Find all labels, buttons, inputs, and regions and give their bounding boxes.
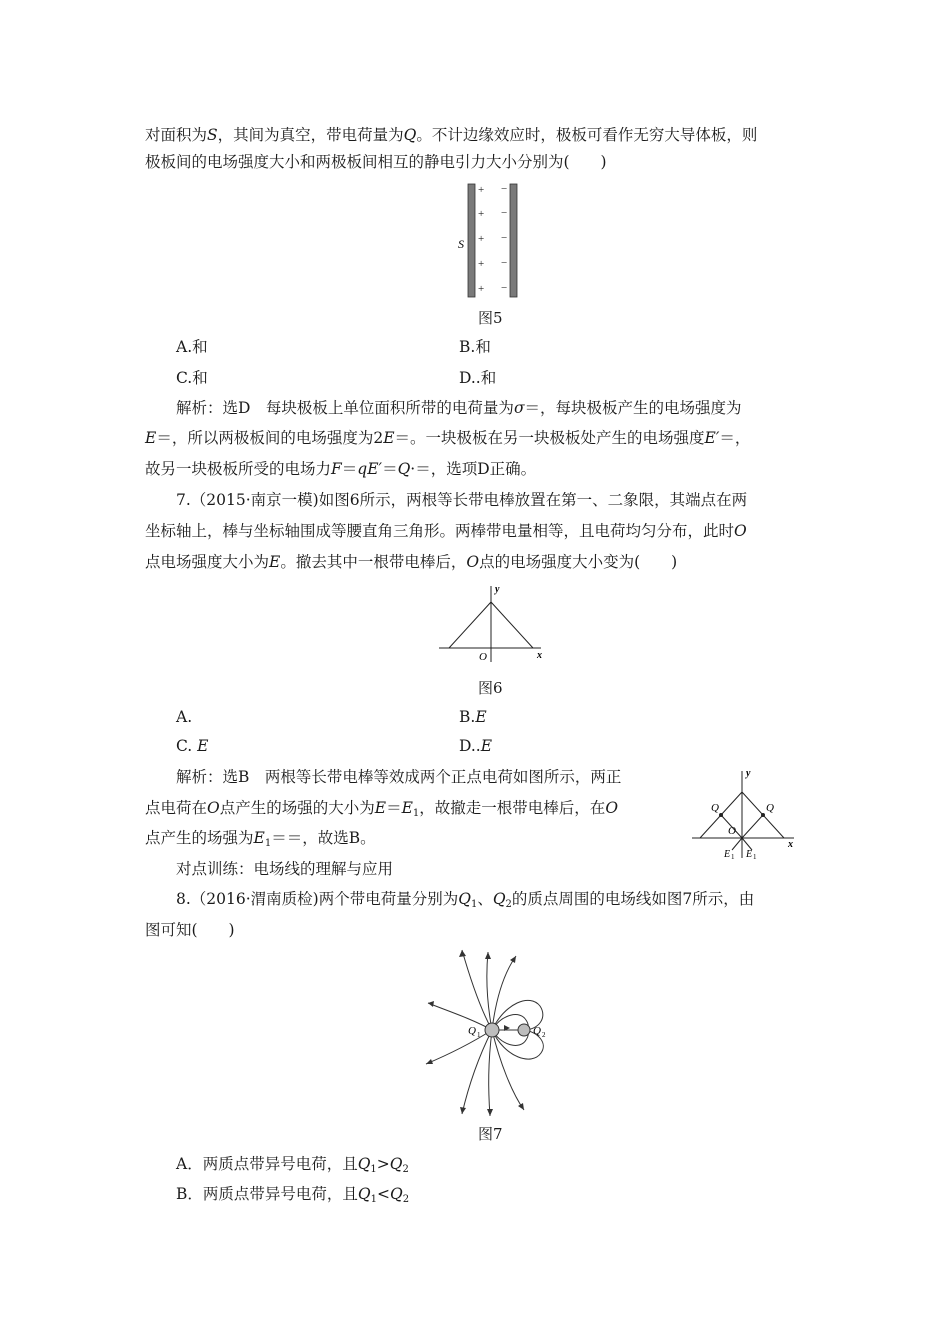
var-Q: Q bbox=[397, 460, 411, 478]
figure-6-rods bbox=[437, 582, 547, 667]
q7-option-a: A. bbox=[176, 708, 193, 726]
text: 点电场强度大小为 bbox=[145, 553, 270, 571]
q8-stem-line-1 bbox=[176, 889, 754, 915]
text: 点产生的场强为 bbox=[145, 829, 254, 847]
var-E: E bbox=[475, 708, 487, 726]
var-Q: Q bbox=[403, 126, 417, 144]
var-F: F bbox=[331, 460, 342, 478]
var-E: E bbox=[480, 737, 493, 755]
minus-signs bbox=[501, 183, 507, 294]
label-x: x bbox=[537, 650, 542, 661]
field-line-right bbox=[742, 815, 763, 838]
label-E1-left: E bbox=[724, 849, 731, 860]
var-O: O bbox=[605, 799, 619, 817]
minus-sign: − bbox=[501, 282, 508, 294]
label-E1-right: E bbox=[746, 849, 753, 860]
minus-sign: − bbox=[501, 257, 508, 269]
subscript: 1 bbox=[470, 899, 478, 910]
var-E: E bbox=[197, 737, 209, 755]
figure-6-caption: 图6 bbox=[478, 679, 503, 697]
text: B．两质点带异号电荷，且 bbox=[176, 1185, 358, 1203]
right-plate bbox=[510, 184, 517, 297]
arrowhead bbox=[459, 950, 466, 957]
subscript: 2 bbox=[402, 1164, 409, 1175]
var-Q: Q bbox=[492, 890, 506, 908]
plus-sign: + bbox=[478, 208, 485, 220]
text: ＝，每块极板产生的电场强度为 bbox=[524, 399, 742, 417]
q8-option-b bbox=[176, 1184, 409, 1210]
text: > bbox=[376, 1155, 390, 1173]
q7-option-d bbox=[459, 736, 492, 756]
field-vector-1 bbox=[732, 838, 742, 850]
var-Q: Q bbox=[389, 1155, 403, 1173]
label-Q1: Q bbox=[468, 1025, 476, 1037]
text: 。不计边缘效应时，极板可看作无穷大导体板，则 bbox=[416, 126, 758, 144]
text: 点产生的场强的大小为 bbox=[219, 799, 375, 817]
q6-option-b: B.和 bbox=[459, 338, 491, 356]
var-E: E bbox=[269, 553, 281, 571]
arrowhead bbox=[518, 1103, 524, 1110]
text: D.. bbox=[459, 737, 481, 755]
text: 的质点周围的电场线如图7所示，由 bbox=[511, 890, 755, 908]
subscript: 2 bbox=[402, 1194, 410, 1205]
q6-stem-line-2: 极板间的电场强度大小和两极板间相互的静电引力大小分别为( ) bbox=[145, 153, 607, 171]
q6-option-d: D..和 bbox=[459, 369, 497, 387]
figure-7-caption: 图7 bbox=[478, 1125, 503, 1143]
text: 坐标轴上，棒与坐标轴围成等腰直角三角形。两棒带电量相等，且电荷均匀分布，此时 bbox=[145, 522, 735, 540]
subscript: 1 bbox=[370, 1194, 377, 1205]
text: A．两质点带异号电荷，且 bbox=[176, 1155, 358, 1173]
var-E: E bbox=[383, 429, 395, 447]
plus-signs bbox=[478, 184, 484, 295]
var-O: O bbox=[207, 799, 220, 817]
text: ＝， bbox=[719, 429, 751, 447]
var-sigma: σ bbox=[513, 399, 525, 417]
text: ，其间为真空，带电荷量为 bbox=[217, 126, 404, 144]
field-line bbox=[426, 1030, 492, 1064]
q7-option-b bbox=[459, 707, 487, 727]
q7-option-c bbox=[176, 736, 209, 756]
field-line bbox=[489, 1030, 492, 1116]
arrowhead bbox=[460, 1107, 466, 1114]
text: 故另一块极板所受的电场力 bbox=[145, 460, 332, 478]
text: ＝ bbox=[341, 460, 358, 478]
var-S: S bbox=[207, 126, 218, 144]
text: B. bbox=[459, 708, 476, 726]
var-E: E bbox=[145, 429, 157, 447]
plus-sign: + bbox=[478, 283, 485, 295]
q6-solution-line-2 bbox=[145, 428, 750, 448]
figure-5-capacitor bbox=[450, 182, 530, 302]
q6-option-a: A.和 bbox=[176, 338, 208, 356]
text: ＝ bbox=[386, 799, 402, 817]
label-Q-right: Q bbox=[766, 802, 774, 814]
subscript: 1 bbox=[477, 1031, 481, 1039]
arrowhead bbox=[510, 956, 516, 963]
field-line bbox=[462, 1030, 492, 1114]
q7-solution-line-2 bbox=[145, 798, 618, 824]
left-plate bbox=[468, 184, 475, 297]
charge-q2 bbox=[518, 1024, 530, 1036]
text: 点电荷在 bbox=[145, 799, 208, 817]
label-O: O bbox=[479, 651, 487, 663]
text: 、 bbox=[477, 890, 493, 908]
plus-sign: + bbox=[478, 233, 485, 245]
var-Q: Q bbox=[357, 1155, 371, 1173]
q6-stem-line-1 bbox=[145, 125, 757, 145]
minus-sign: − bbox=[501, 207, 508, 219]
arrowhead bbox=[485, 952, 491, 959]
var-E: E bbox=[374, 799, 387, 817]
text: 对面积为 bbox=[145, 126, 208, 144]
text: 8.（2016·渭南质检)两个带电荷量分别为 bbox=[176, 890, 459, 908]
arrowhead bbox=[426, 1059, 433, 1064]
solution-figure-point-charges bbox=[690, 768, 800, 860]
var-O: O bbox=[734, 522, 747, 540]
label-O: O bbox=[728, 825, 736, 837]
subscript: 1 bbox=[264, 838, 272, 849]
field-line bbox=[492, 1030, 524, 1110]
q8-option-a bbox=[176, 1154, 409, 1180]
plus-sign: + bbox=[478, 184, 485, 196]
text: < bbox=[377, 1185, 390, 1203]
label-S: S bbox=[458, 237, 464, 251]
label-Q2: Q bbox=[533, 1025, 541, 1037]
minus-sign: − bbox=[501, 232, 508, 244]
label-Q-left: Q bbox=[711, 802, 719, 814]
subscript: 1 bbox=[412, 808, 420, 819]
arrowhead bbox=[487, 1109, 493, 1116]
text: ＝，所以两极板间的电场强度为2 bbox=[156, 429, 384, 447]
text: 。撤去其中一根带电棒后， bbox=[280, 553, 467, 571]
field-line bbox=[428, 1003, 492, 1030]
charge-q1 bbox=[485, 1023, 499, 1037]
label-y: y bbox=[746, 768, 751, 779]
text: ＝ bbox=[382, 460, 398, 478]
q8-stem-line-2: 图可知( ) bbox=[145, 921, 235, 939]
text: ，故撤走一根带电棒后，在 bbox=[419, 799, 606, 817]
text: ＝。一块极板在另一块极板处产生的电场强度 bbox=[394, 429, 705, 447]
q7-solution-line-1: 解析：选B 两根等长带电棒等效成两个正点电荷如图所示，两正 bbox=[176, 768, 622, 786]
rod-left bbox=[449, 602, 491, 648]
q6-option-c: C.和 bbox=[176, 369, 208, 387]
text: 点的电场强度大小变为( ) bbox=[479, 553, 678, 571]
var-E1: E bbox=[253, 829, 265, 847]
subscript: 2 bbox=[542, 1031, 546, 1039]
text: ·＝，选项D正确。 bbox=[410, 460, 537, 478]
text: C. bbox=[176, 737, 193, 755]
minus-sign: − bbox=[501, 183, 508, 195]
subscript: 1 bbox=[370, 1164, 377, 1175]
q7-stem-line-1: 7.（2015·南京一模)如图6所示，两根等长带电棒放置在第一、二象限，其端点在两 bbox=[176, 491, 748, 509]
q7-stem-line-2 bbox=[145, 521, 747, 541]
label-y: y bbox=[495, 584, 500, 595]
section-heading: 对点训练：电场线的理解与应用 bbox=[176, 860, 394, 878]
var-qE-prime: qE′ bbox=[357, 460, 383, 478]
q7-solution-line-3 bbox=[145, 828, 376, 854]
subscript: 1 bbox=[753, 853, 757, 861]
arrowhead bbox=[428, 1001, 434, 1007]
plus-sign: + bbox=[478, 258, 485, 270]
figure-5-caption: 图5 bbox=[478, 309, 503, 327]
subscript: 2 bbox=[505, 899, 512, 910]
var-Q: Q bbox=[357, 1185, 371, 1203]
text: ＝＝，故选B。 bbox=[271, 829, 376, 847]
q7-stem-line-3 bbox=[145, 552, 677, 572]
var-O: O bbox=[466, 553, 480, 571]
var-Q: Q bbox=[390, 1185, 403, 1203]
field-line bbox=[487, 952, 492, 1030]
text: 解析：选D 每块极板上单位面积所带的电荷量为 bbox=[176, 399, 514, 417]
var-E1: E bbox=[401, 799, 413, 817]
var-E-prime: E′ bbox=[704, 429, 720, 447]
subscript: 1 bbox=[731, 853, 735, 861]
figure-7-field-lines bbox=[420, 948, 570, 1118]
q6-solution-line-1 bbox=[176, 398, 742, 418]
label-x: x bbox=[788, 839, 793, 850]
q6-solution-line-3 bbox=[145, 459, 536, 479]
var-Q: Q bbox=[458, 890, 471, 908]
field-line bbox=[492, 956, 516, 1030]
rod-right bbox=[491, 602, 533, 648]
